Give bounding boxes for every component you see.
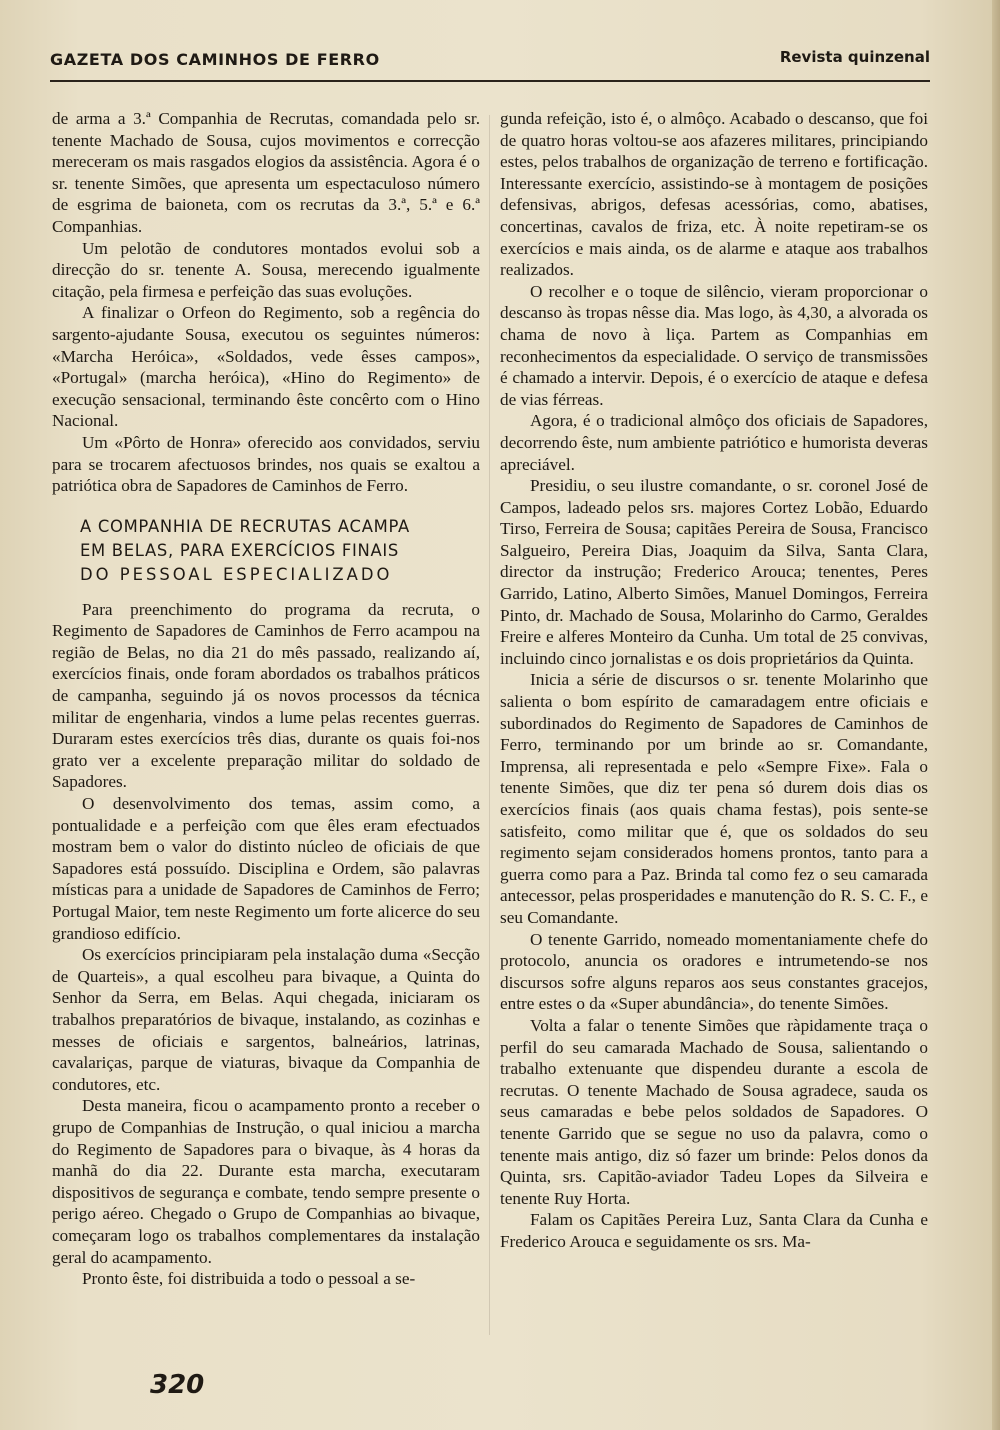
paragraph: Inicia a série de discursos o sr. tenente Molarinho que salienta o bom espírito de camaradagem entre oficiais e subordinados do Regimento de Sapadores de Caminhos de Ferro, terminando por um brinde ao sr. Comandante, Imprensa, ali representada e pelo «Sempre Fixe». Fala o tenente Simões, que diz ter pena só durem dois dias os exercícios finais (aos quais chama festas), pois sente-se satisfeito, como militar que é, que os soldados do seu regimento sejam considerados homens prontos, tanto para a guerra como para a Paz. Brinda tal como fez o seu camarada antecessor, pelas prosperidades e manutenção do R. S. C. F., e seu Comandante. xyxy=(500,670,928,927)
section-heading-line: EM BELAS, PARA EXERCÍCIOS FINAIS xyxy=(80,540,400,560)
paragraph: Agora, é o tradicional almôço dos oficiais de Sapadores, decorrendo êste, num ambiente patriótico e humorista deveras apreciável. xyxy=(500,411,928,474)
page-edge xyxy=(992,0,1000,1430)
paragraph: Volta a falar o tenente Simões que ràpidamente traça o perfil do seu camarada Machado de Sousa, salientando o trabalho extenuante que dispendeu durante a escola de recrutas. O tenente Machado de Sousa agradece, sauda os seus camaradas e bebe pelos soldados de Sapadores. O tenente Garrido que se segue no uso da palavra, como o tenente mais antigo, diz só fazer um brinde: Pelos donos da Quinta, srs. Capitão-aviador Tadeu Lopes da Silveira e tenente Ruy Horta. xyxy=(500,1015,928,1208)
right-column xyxy=(500,108,928,1252)
section-heading xyxy=(80,515,480,587)
paragraph: Os exercícios principiaram pela instalação duma «Secção de Quarteis», a qual escolheu para bivaque, a Quinta do Senhor da Serra, em Belas. Aqui chegada, iniciaram os trabalhos preparatórios de bivaque, instalando, as cozinhas e messes de oficiais e sargentos, balneários, latrinas, cavalariças, parque de viaturas, bivaque da Companhia de condutores, etc. xyxy=(52,945,480,1094)
publication-title: GAZETA DOS CAMINHOS DE FERRO xyxy=(50,50,380,69)
paragraph: Desta maneira, ficou o acampamento pronto a receber o grupo de Companhias de Instrução, o qual iniciou a marcha do Regimento de Sapadores para o bivaque, às 4 horas da manhã do dia 22. Durante esta marcha, executaram dispositivos de segurança e combate, tendo sempre presente o perigo aéreo. Chegado o Grupo de Companhias ao bivaque, começaram logo os trabalhos complementares da instalação geral do acampamento. xyxy=(52,1096,480,1267)
paragraph: A finalizar o Orfeon do Regimento, sob a regência do sargento-ajudante Sousa, executou os seguintes números: «Marcha Heróica», «Soldados, vede êsses campos», «Portugal» (marcha heróica), «Hino do Regimento» de execução sensacional, terminando êste concêrto com o Hino Nacional. xyxy=(52,303,480,431)
paragraph: Um pelotão de condutores montados evolui sob a direcção do sr. tenente A. Sousa, merecendo igualmente citação, pela firmesa e perfeição das suas evoluções. xyxy=(52,238,480,301)
paragraph: O tenente Garrido, nomeado momentaniamente chefe do protocolo, anuncia os oradores e intrumetendo-se nos discursos sofre alguns reparos aos seus constantes gracejos, entre estes o da «Super abundância», do tenente Simões. xyxy=(500,929,928,1014)
paragraph: de arma a 3.ª Companhia de Recrutas, comandada pelo sr. tenente Machado de Sousa, cujos movimentos e correcção mereceram os mais rasgados elogios da assistência. Agora é o sr. tenente Simões, que apresenta um espectaculoso número de esgrima de baioneta, com os recrutas da 3.ª, 5.ª e 6.ª Companhias. xyxy=(52,109,480,236)
page-number: 320 xyxy=(150,1370,205,1400)
paragraph: gunda refeição, isto é, o almôço. Acabado o descanso, que foi de quatro horas voltou-se aos afazeres militares, principiando estes, pelos trabalhos de organização de terreno e fortificação. Interessante exercício, assistindo-se à montagem de posições defensivas, abrigos, defesas acessórias, como, abatises, concertinas, cavalos de friza, etc. À noite repetiram-se os exercícios e mais ainda, os de alarme e ataque aos trabalhos realizados. xyxy=(500,109,928,280)
paragraph: O desenvolvimento dos temas, assim como, a pontualidade e a perfeição com que êles eram efectuados mostram bem o valor do distinto núcleo de oficiais de que Sapadores está possuído. Disciplina e Ordem, são palavras místicas para a unidade de Sapadores de Caminhos de Ferro; Portugal Maior, tem neste Regimento um forte alicerce do seu grandioso edifício. xyxy=(52,794,480,943)
paragraph: Para preenchimento do programa da recruta, o Regimento de Sapadores de Caminhos de Ferro acampou na região de Belas, no dia 21 do mês passado, realizando aí, exercícios finais, onde foram abordados os trabalhos práticos de campanha, seguindo já os novos processos da técnica militar de engenharia, vindos a lume pelas recentes guerras. Duraram estes exercícios três dias, durante os quais foi-nos grato ver a excelente preparação militar do soldado de Sapadores. xyxy=(52,599,480,792)
paragraph: Pronto êste, foi distribuida a todo o pessoal a se- xyxy=(82,1269,416,1289)
paragraph: Falam os Capitães Pereira Luz, Santa Clara da Cunha e Frederico Arouca e seguidamente os srs. Ma- xyxy=(500,1210,928,1251)
paragraph: Presidiu, o seu ilustre comandante, o sr. coronel José de Campos, ladeado pelos srs. majores Cortez Lobão, Eduardo Tirso, Ferreira de Sousa; capitães Pereira de Sousa, Francisco Salgueiro, Pereira Dias, Joaquim da Silva, Santa Clara, director da instrução; Frederico Arouca; tenentes, Peres Garrido, Latino, Alberto Simões, Manuel Domingos, Ferreira Pinto, dr. Machado de Sousa, Molarinho do Carmo, Geraldes Freire e alferes Monteiro da Cunha. Um total de 25 convivas, incluindo cinco jornalistas e os dois proprietários da Quinta. xyxy=(500,476,928,668)
page-header xyxy=(50,44,930,82)
section-heading-line: DO PESSOAL ESPECIALIZADO xyxy=(80,564,393,584)
section-heading-line: A COMPANHIA DE RECRUTAS ACAMPA xyxy=(80,516,410,536)
paragraph: O recolher e o toque de silêncio, vieram proporcionar o descanso às tropas nêsse dia. Mas logo, às 4,30, a alvorada os chama de novo à liça. Partem as Companhias em reconhecimentos da especialidade. O serviço de transmissões é chamado a intervir. Depois, é o exercício de ataque e defesa de vias férreas. xyxy=(500,281,928,409)
column-divider xyxy=(489,115,490,1335)
left-column xyxy=(52,108,480,1290)
publication-subtitle: Revista quinzenal xyxy=(779,48,930,66)
paragraph: Um «Pôrto de Honra» oferecido aos convidados, serviu para se trocarem afectuosos brindes, nos quais se exaltou a patriótica obra de Sapadores de Caminhos de Ferro. xyxy=(52,432,480,496)
